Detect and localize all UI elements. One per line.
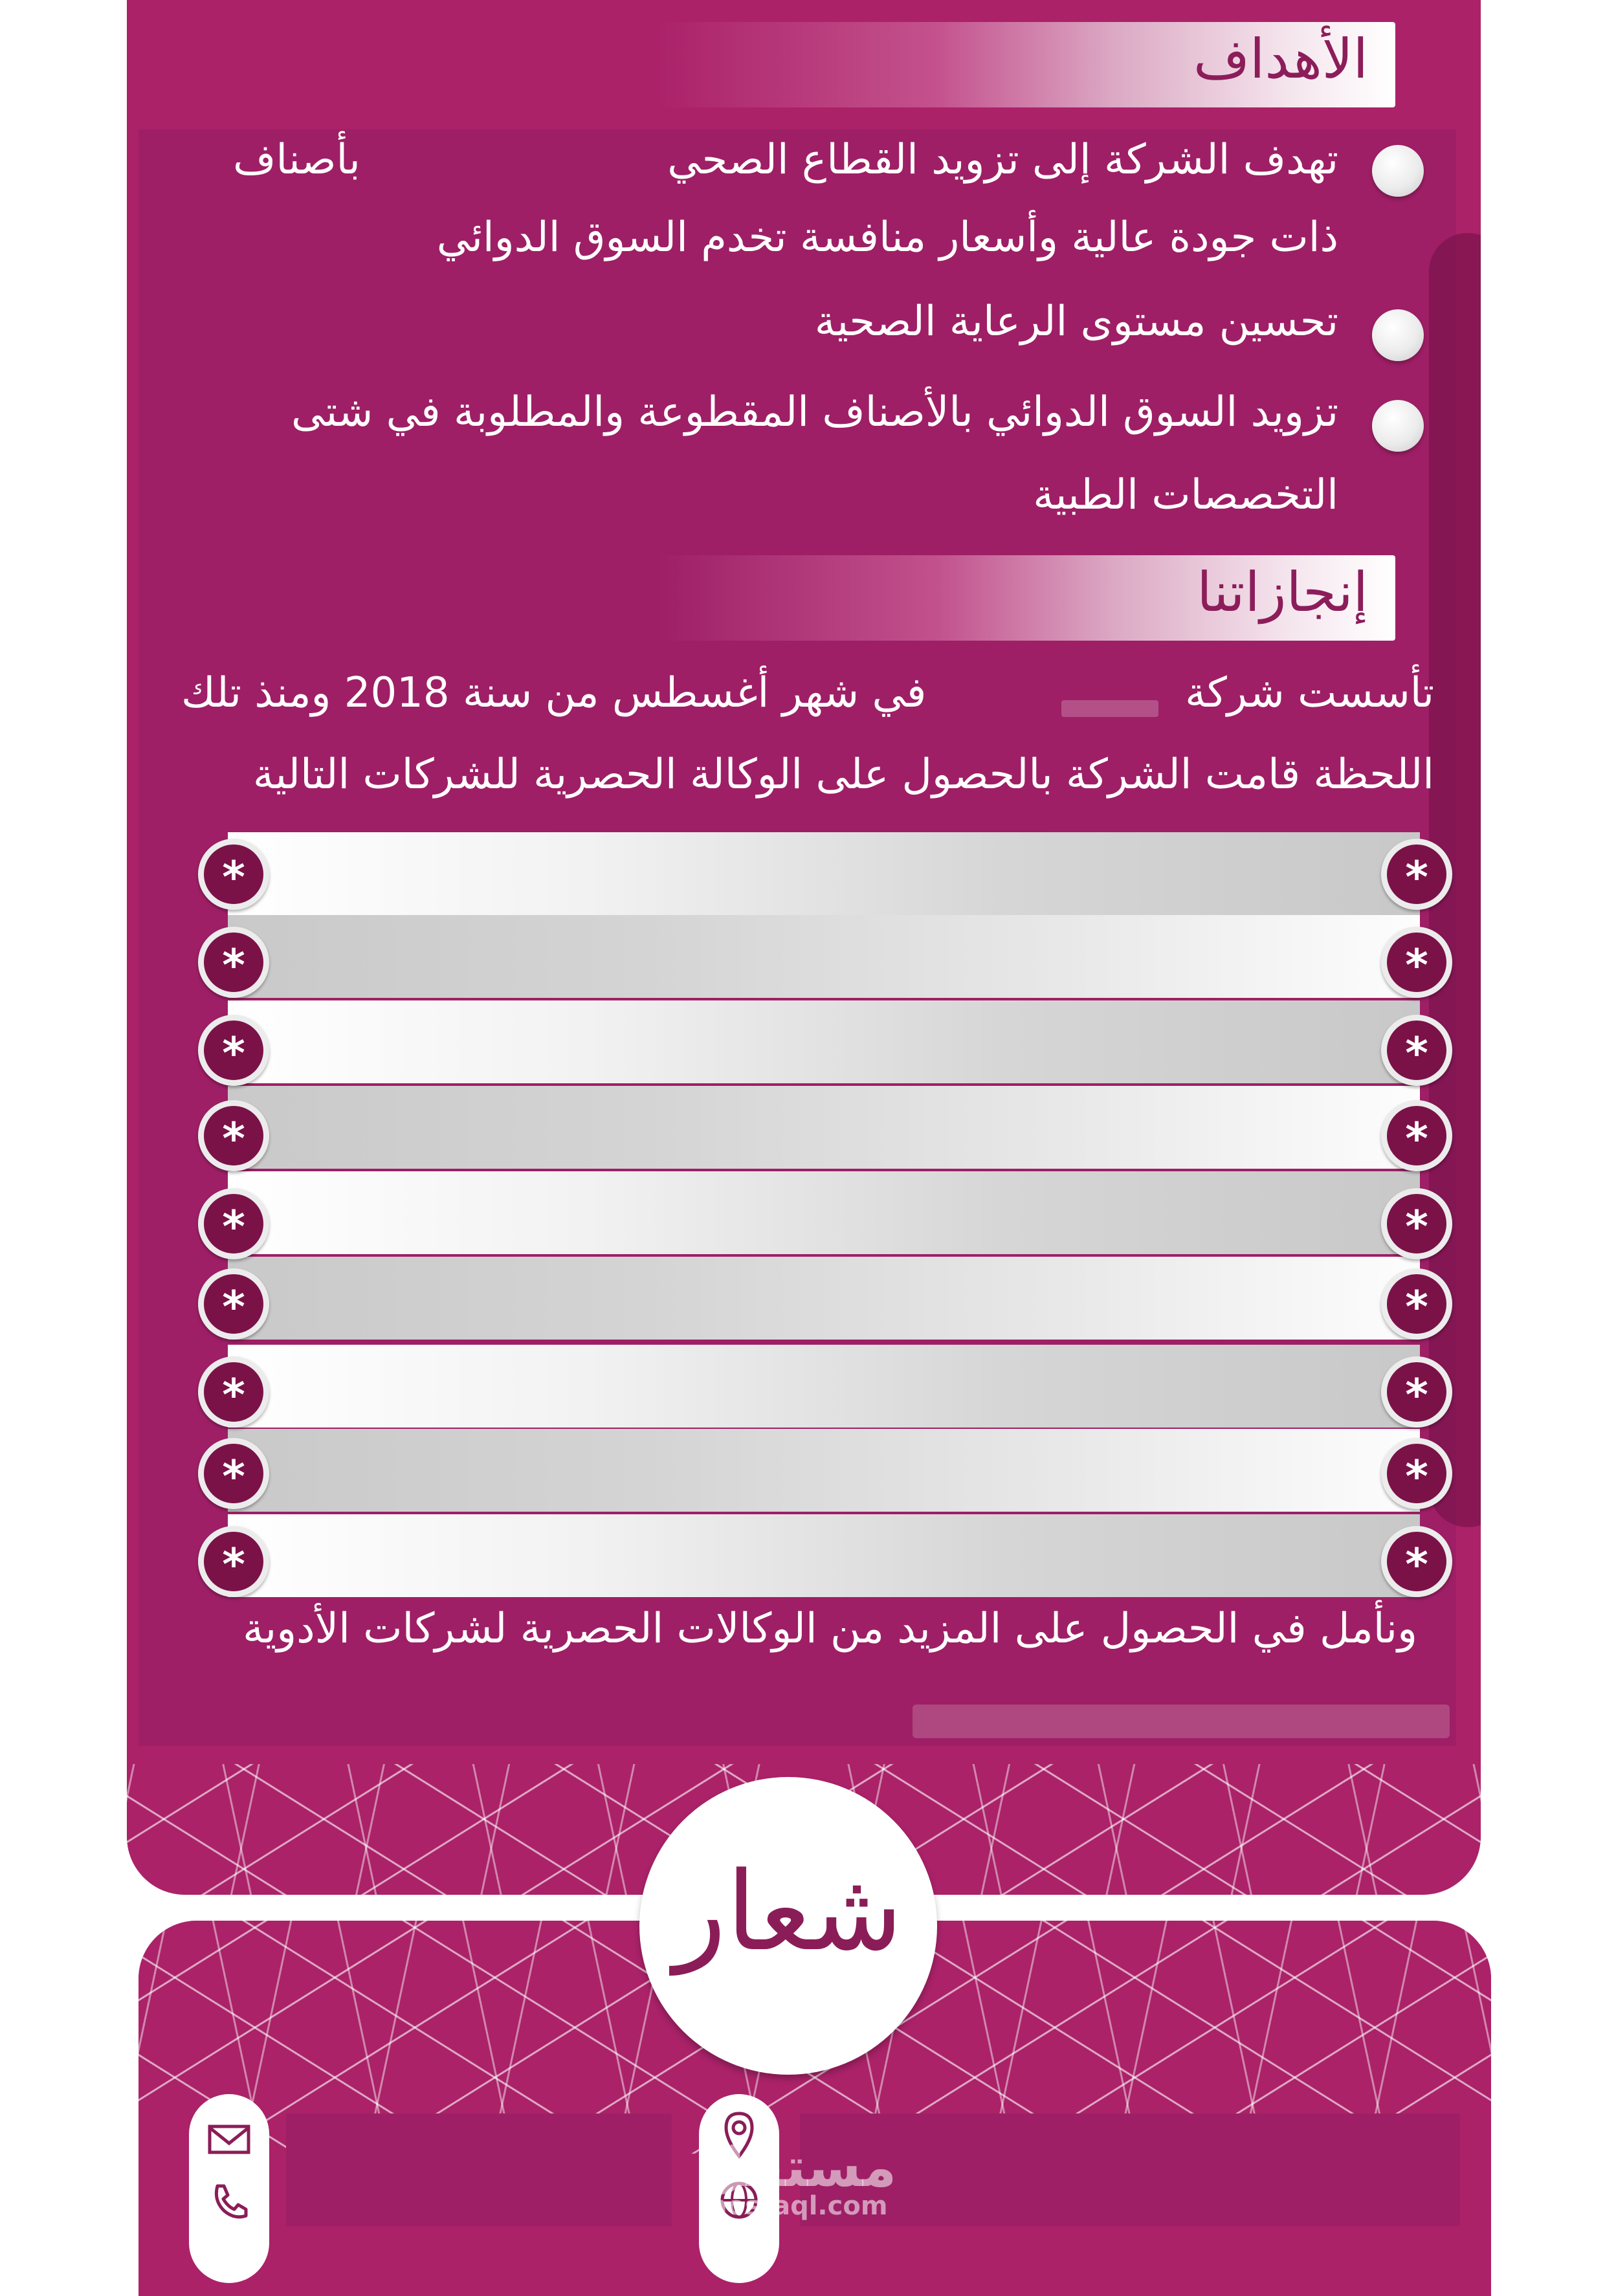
star-icon: * <box>198 1100 269 1171</box>
goal-1-line-2: ذات جودة عالية وأسعار منافسة تخدم السوق الدوائي <box>436 214 1338 261</box>
star-icon: * <box>1381 1268 1452 1340</box>
goals-heading: الأهداف <box>1193 27 1368 91</box>
envelope-icon <box>206 2120 252 2159</box>
star-icon: * <box>1381 1356 1452 1428</box>
table-row <box>228 1429 1420 1512</box>
table-row <box>228 1257 1420 1340</box>
star-icon: * <box>198 1188 269 1259</box>
star-icon: * <box>198 1015 269 1086</box>
goal-2-line-1: تحسين مستوى الرعاية الصحية <box>814 298 1338 346</box>
watermark-brand: مستقل <box>698 2136 897 2199</box>
star-icon: * <box>1381 927 1452 998</box>
star-icon: * <box>1381 1188 1452 1259</box>
goals-heading-banner <box>658 22 1395 107</box>
founded-text-b: في شهر أغسطس من سنة 2018 ومنذ تلك <box>181 669 927 717</box>
star-icon: * <box>198 1268 269 1340</box>
star-icon: * <box>198 1526 269 1597</box>
goal-1-line-1: تهدف الشركة إلى تزويد القطاع الصحي <box>667 136 1338 184</box>
goal-1-tail: بأصناف <box>233 136 360 184</box>
star-icon: * <box>1381 1438 1452 1509</box>
agency-intro-text: اللحظة قامت الشركة بالحصول على الوكالة الحصرية للشركات التالية <box>252 751 1434 799</box>
star-icon: * <box>198 1438 269 1509</box>
star-icon: * <box>1381 839 1452 910</box>
bullet-icon <box>1372 309 1424 361</box>
star-icon: * <box>1381 1100 1452 1171</box>
star-icon: * <box>198 1356 269 1428</box>
table-row <box>228 832 1420 915</box>
star-icon: * <box>198 927 269 998</box>
goal-3-line-1: تزويد السوق الدوائي بالأصناف المقطوعة والمطلوبة في شتى <box>291 388 1338 436</box>
table-row <box>228 1171 1420 1254</box>
star-icon: * <box>198 839 269 910</box>
star-icon: * <box>1381 1015 1452 1086</box>
table-row <box>228 1086 1420 1169</box>
table-row <box>228 1514 1420 1597</box>
phone-icon <box>208 2181 250 2222</box>
table-row <box>228 1345 1420 1428</box>
contact-info-box-2 <box>800 2114 1460 2226</box>
achievements-heading: إنجازاتنا <box>1197 560 1368 624</box>
goal-3-line-2: التخصصات الطبية <box>1033 471 1338 519</box>
star-icon: * <box>1381 1526 1452 1597</box>
achievements-heading-banner <box>658 555 1395 641</box>
redacted-closing-line <box>913 1705 1450 1738</box>
logo-placeholder <box>639 1777 937 2075</box>
contact-info-box-1 <box>286 2114 672 2226</box>
bullet-icon <box>1372 145 1424 197</box>
redacted-company-name <box>1061 700 1158 717</box>
bullet-icon <box>1372 400 1424 452</box>
logo-text: شعار <box>673 1848 903 1975</box>
closing-text: ونأمل في الحصول على المزيد من الوكالات الحصرية لشركات الأدوية <box>243 1605 1417 1653</box>
table-row <box>228 1000 1420 1083</box>
table-row <box>228 915 1420 998</box>
founded-text-a: تأسست شركة <box>1185 669 1434 717</box>
watermark-url: mostaql.com <box>700 2191 888 2221</box>
